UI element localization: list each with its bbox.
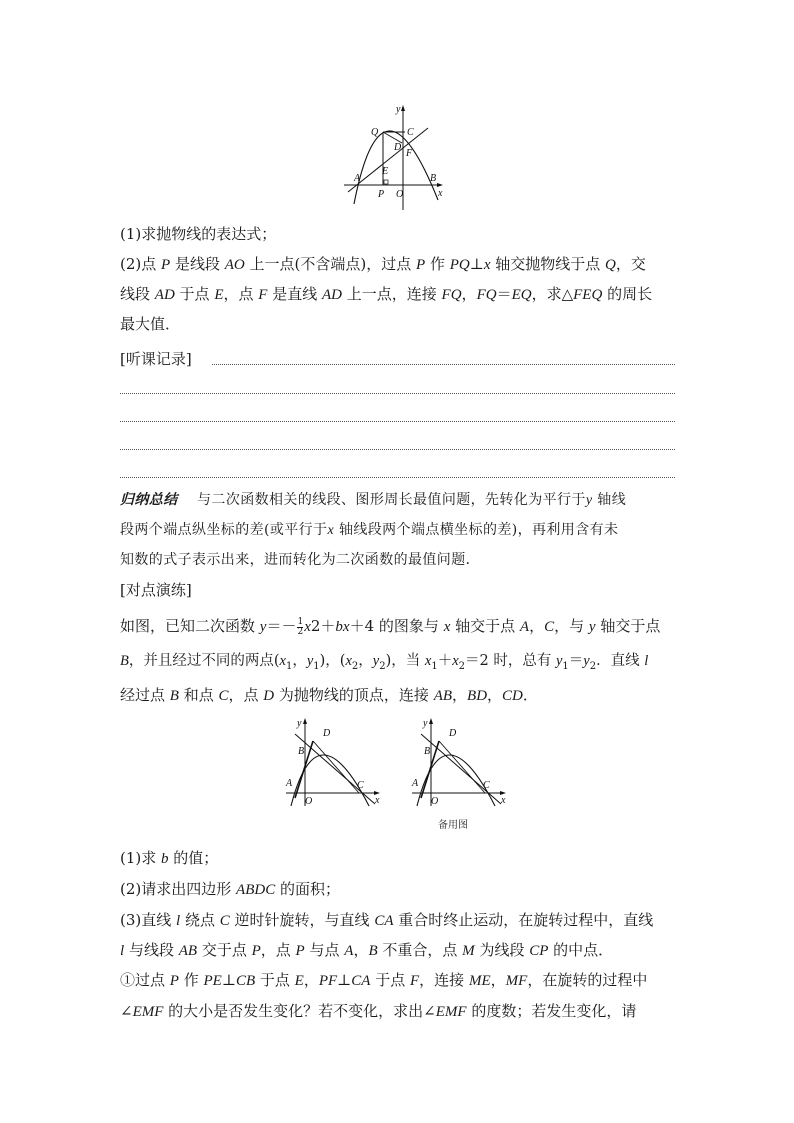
problem2-question-2 xyxy=(120,879,675,900)
text: (2)点 xyxy=(120,255,162,273)
text: ＝ xyxy=(568,653,584,669)
math-var: P xyxy=(251,943,261,959)
fig3-label-o: O xyxy=(431,796,439,807)
text: 重合时终止运动，在旋转过程中，直线 xyxy=(393,911,654,929)
text: ， xyxy=(452,686,468,704)
text: 上一点，连接 xyxy=(342,285,442,303)
text: 2＋ xyxy=(310,617,336,635)
problem2-line-3 xyxy=(120,685,675,706)
text: ，点 xyxy=(228,686,264,704)
math-var: CP xyxy=(529,943,549,959)
text: 轴线段两个端点横坐标的差)，再利用含有未 xyxy=(334,522,619,538)
fig3-label-c: C xyxy=(483,780,490,791)
fig1-label-f: F xyxy=(406,148,413,159)
math-var: EMF xyxy=(435,1004,467,1020)
fig3-label-x: x xyxy=(501,795,506,806)
text: ⊥ xyxy=(337,971,352,989)
text: ①过点 xyxy=(120,971,170,989)
math-var: P xyxy=(416,257,426,273)
problem2-question-3a-line-1 xyxy=(120,970,675,991)
math-var: P xyxy=(295,943,305,959)
text: (2)请求出四边形 xyxy=(120,880,237,898)
text: 为线段 xyxy=(474,941,530,959)
math-var: FQ xyxy=(476,287,497,303)
fig1-label-x: x xyxy=(438,188,443,199)
math-var: E xyxy=(294,973,304,989)
denominator: 2 xyxy=(297,626,304,637)
math-var: y xyxy=(583,653,590,669)
fig1-label-e: E xyxy=(382,166,389,177)
problem1-question-1: (1)求抛物线的表达式； xyxy=(120,225,277,243)
fig3-label-b: B xyxy=(424,746,431,757)
fig3-label-a: A xyxy=(412,778,419,789)
text: ，与 xyxy=(554,617,589,635)
text: 于点 xyxy=(174,285,215,303)
text: 绕点 xyxy=(180,911,220,929)
text: ． xyxy=(522,686,538,704)
parabola-figure-3-spare xyxy=(409,714,509,809)
text: 的大小是否发生变化？若不变化，求出∠ xyxy=(163,1002,436,1020)
text: 与二次函数相关的线段、图形周长最值问题，先转化为平行于 xyxy=(197,492,586,508)
math-var: y xyxy=(372,653,380,669)
text: ， xyxy=(490,971,506,989)
math-var: D xyxy=(263,688,275,704)
fig1-label-p: P xyxy=(378,189,385,200)
summary-title: 归纳总结 xyxy=(120,493,178,508)
math-var: ABDC xyxy=(236,882,276,898)
subscript: 1 xyxy=(313,660,320,672)
fig2-label-y: y xyxy=(297,718,302,729)
subscript: 2 xyxy=(379,660,386,672)
math-var: CB xyxy=(235,973,256,989)
math-var: B xyxy=(368,943,378,959)
parabola-figure-1 xyxy=(340,100,450,215)
text: ＝2 时，总有 xyxy=(465,653,556,669)
text: 上一点(不含端点)，过点 xyxy=(244,255,416,273)
math-var: y xyxy=(259,619,267,635)
math-var: FQ xyxy=(441,287,462,303)
text: 线段 xyxy=(120,285,155,303)
math-var: AB xyxy=(433,688,453,704)
notes-label: [听课记录] xyxy=(120,350,192,368)
text: ＝ xyxy=(496,285,512,303)
math-var: PF xyxy=(318,973,338,989)
math-var: M xyxy=(462,943,475,959)
math-var: C xyxy=(218,688,229,704)
problem2-question-1 xyxy=(120,848,675,869)
math-var: ME xyxy=(468,973,491,989)
summary-line-2 xyxy=(120,520,675,541)
math-var: y xyxy=(555,653,563,669)
text: ， xyxy=(292,653,307,669)
math-var: l xyxy=(120,943,125,959)
problem2-question-3-line-1 xyxy=(120,910,675,931)
math-var: F xyxy=(258,287,268,303)
math-var: A xyxy=(344,943,354,959)
math-var: E xyxy=(214,287,224,303)
math-var: PE xyxy=(203,973,222,989)
text: ＝－ xyxy=(266,617,297,635)
notes-line[interactable] xyxy=(120,449,675,450)
summary-line-3: 知数的式子表示出来，进而转化为二次函数的最值问题． xyxy=(120,552,480,568)
notes-line[interactable] xyxy=(120,393,675,394)
math-var: BD xyxy=(467,688,488,704)
text: 作 xyxy=(425,255,450,273)
fig1-label-b: B xyxy=(430,173,437,184)
math-var: C xyxy=(219,913,230,929)
fig2-label-d: D xyxy=(323,728,331,739)
figure-caption: 备用图 xyxy=(438,820,468,831)
text: 为抛物线的顶点，连接 xyxy=(274,686,434,704)
text: 是直线 xyxy=(267,285,322,303)
text: 与点 xyxy=(304,941,345,959)
math-var: bx xyxy=(335,619,350,635)
text: ，并且经过不同的两点( xyxy=(128,653,280,669)
text: ， xyxy=(353,941,369,959)
math-var: AO xyxy=(224,257,245,273)
math-var: EQ xyxy=(511,287,532,303)
text: ， xyxy=(461,285,477,303)
math-var: x xyxy=(327,523,335,538)
fig1-label-y: y xyxy=(396,104,401,115)
subscript: 1 xyxy=(562,660,569,672)
summary-line-1 xyxy=(120,490,675,511)
math-var: Q xyxy=(605,257,616,273)
problem1-question-2-line-3: 最大值． xyxy=(120,315,181,333)
math-var: C xyxy=(544,619,555,635)
math-var: x xyxy=(304,619,311,635)
math-var: B xyxy=(169,688,179,704)
subscript: 2 xyxy=(351,660,359,672)
text: ，求△ xyxy=(531,285,574,303)
text: 和点 xyxy=(178,686,219,704)
math-var: x xyxy=(279,653,286,669)
text: (1)求 xyxy=(120,849,162,867)
fig1-label-d: D xyxy=(394,142,402,153)
text: ， xyxy=(303,971,319,989)
notes-line[interactable] xyxy=(120,477,675,478)
math-var: y xyxy=(588,619,596,635)
math-var: B xyxy=(120,653,129,669)
text: 如图，已知二次函数 xyxy=(120,617,260,635)
fig1-label-c: C xyxy=(407,127,414,138)
problem2-line-2 xyxy=(120,651,675,677)
fig2-label-c: C xyxy=(357,780,364,791)
text: 与线段 xyxy=(124,941,179,959)
text: ∠ xyxy=(120,1002,133,1020)
text: 逆时针旋转，与直线 xyxy=(229,911,375,929)
text: )，当 xyxy=(385,653,425,669)
text: 交于点 xyxy=(197,941,252,959)
math-var: x xyxy=(424,653,432,669)
math-var: l xyxy=(176,913,181,929)
math-var: b xyxy=(161,851,169,867)
math-var: EMF xyxy=(132,1004,164,1020)
text: 轴交于点 xyxy=(595,617,661,635)
text: ＋4 的图象与 xyxy=(349,617,444,635)
text: ，点 xyxy=(260,941,296,959)
text: 的周长 xyxy=(602,285,653,303)
math-var: x xyxy=(483,257,491,273)
text: ，交 xyxy=(615,255,646,273)
fig1-label-a: A xyxy=(354,173,361,184)
text: (3)直线 xyxy=(120,911,177,929)
problem2-question-3-line-2 xyxy=(120,940,675,961)
math-var: y xyxy=(585,493,593,508)
math-var: CA xyxy=(374,913,394,929)
math-var: l xyxy=(644,653,649,669)
text: ⊥ xyxy=(469,255,484,273)
fig1-label-o: O xyxy=(396,189,404,200)
subscript: 2 xyxy=(458,660,465,672)
text: )，( xyxy=(319,653,346,669)
practice-label: [对点演练] xyxy=(120,581,192,599)
math-var: MF xyxy=(505,973,528,989)
text: ， xyxy=(529,617,545,635)
text: ， xyxy=(487,686,503,704)
fig1-label-q: Q xyxy=(371,127,379,138)
fig3-label-y: y xyxy=(423,718,428,729)
fig2-label-o: O xyxy=(305,796,313,807)
text: 是线段 xyxy=(170,255,225,273)
math-var: AD xyxy=(154,287,175,303)
problem1-question-2-line-2 xyxy=(120,284,675,305)
parabola-figure-2 xyxy=(283,714,383,809)
text: ，点 xyxy=(223,285,259,303)
problem2-line-1 xyxy=(120,616,675,637)
math-var: P xyxy=(169,973,179,989)
math-var: x xyxy=(452,653,459,669)
math-var: F xyxy=(410,973,420,989)
fig2-label-x: x xyxy=(375,795,380,806)
text: ⊥ xyxy=(221,971,236,989)
math-var: AD xyxy=(322,287,342,303)
text: 不重合，点 xyxy=(377,941,463,959)
subscript: 1 xyxy=(285,660,293,672)
math-var: A xyxy=(519,619,530,635)
text: 于点 xyxy=(370,971,410,989)
math-var: CD xyxy=(502,688,523,704)
text: 轴线 xyxy=(592,492,627,508)
math-var: CA xyxy=(351,973,371,989)
text: 经过点 xyxy=(120,686,170,704)
math-var: PQ xyxy=(449,257,470,273)
math-var: FEQ xyxy=(573,287,603,303)
text: ，连接 xyxy=(419,971,469,989)
text: 段两个端点纵坐标的差(或平行于 xyxy=(120,522,328,538)
spacer xyxy=(178,492,197,508)
math-var: P xyxy=(161,257,171,273)
subscript: 1 xyxy=(431,660,438,672)
text: ，在旋转的过程中 xyxy=(527,971,648,989)
text: ， xyxy=(358,653,373,669)
fig2-label-b: B xyxy=(298,746,305,757)
math-var: x xyxy=(345,653,352,669)
text: 轴交于点 xyxy=(450,617,520,635)
text: 的值； xyxy=(168,849,219,867)
notes-line[interactable] xyxy=(120,421,675,422)
fig3-label-d: D xyxy=(449,728,457,739)
text: 的度数；若发生变化，请 xyxy=(466,1002,637,1020)
math-var: x xyxy=(443,619,451,635)
numerator: 1 xyxy=(297,616,304,627)
text: 轴交抛物线于点 xyxy=(490,255,606,273)
text: 于点 xyxy=(255,971,295,989)
text: 作 xyxy=(178,971,204,989)
text: 的面积； xyxy=(275,880,340,898)
math-var: AB xyxy=(178,943,198,959)
fig2-label-a: A xyxy=(286,778,293,789)
math-var: y xyxy=(306,653,314,669)
fraction xyxy=(297,618,303,637)
problem1-question-2-line-1 xyxy=(120,254,675,275)
notes-line[interactable] xyxy=(212,364,675,365)
problem2-question-3a-line-2 xyxy=(120,1001,675,1022)
subscript: 2 xyxy=(589,660,597,672)
text: ．直线 xyxy=(596,653,645,669)
text: ＋ xyxy=(437,653,453,669)
text: 的中点． xyxy=(548,941,614,959)
